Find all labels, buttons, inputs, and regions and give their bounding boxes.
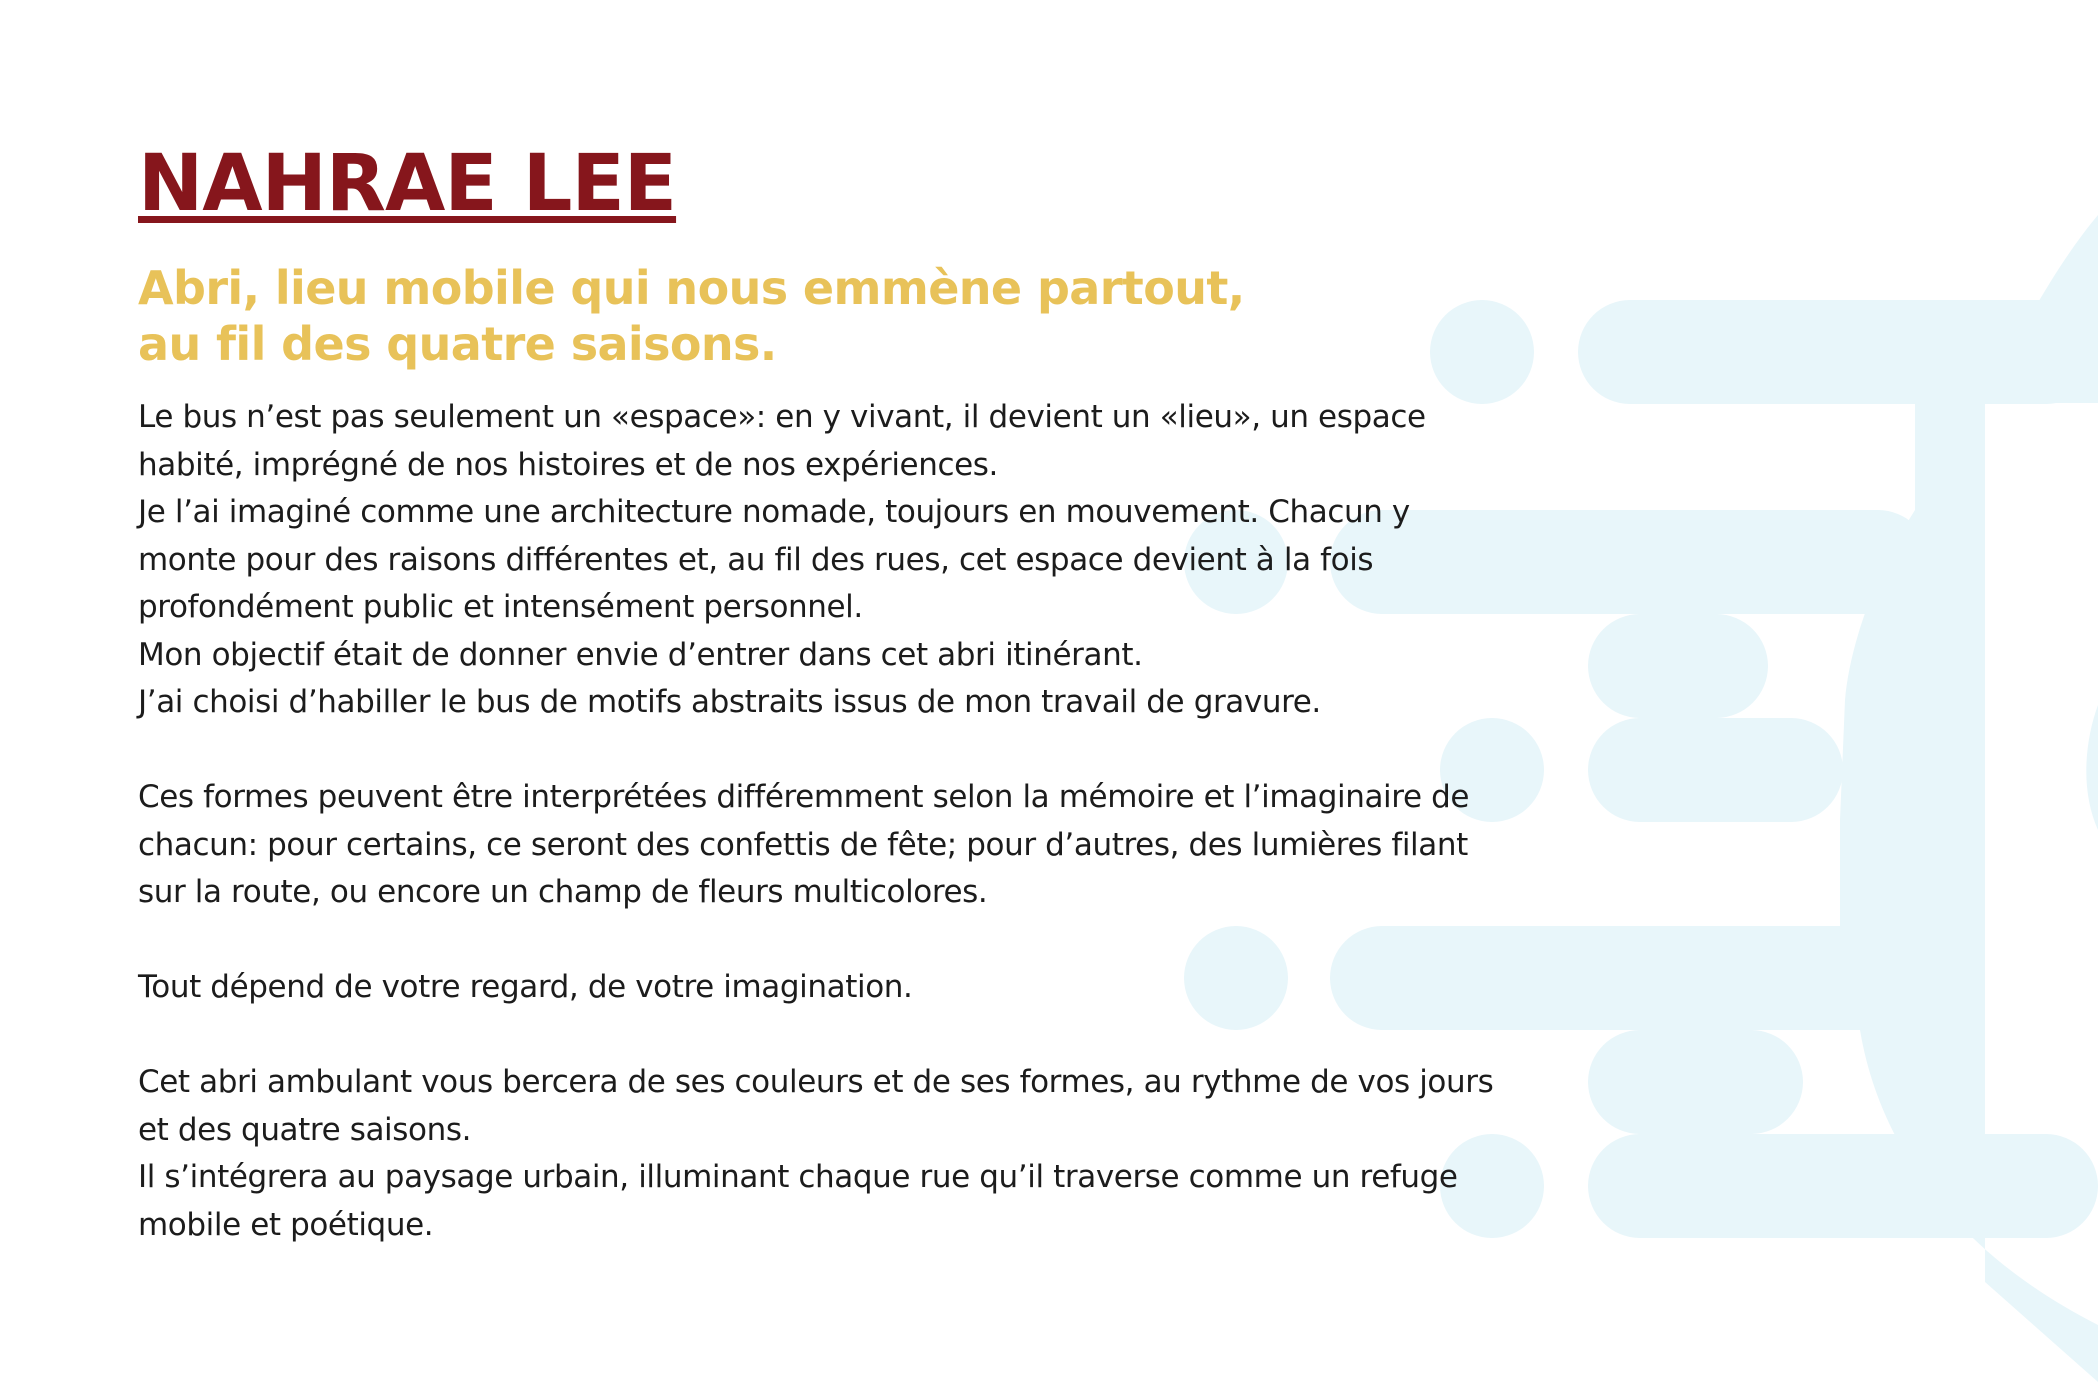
paragraph (138, 1059, 1578, 1249)
paragraph-line: profondément public et intensément personnel. (138, 589, 863, 625)
paragraph (138, 394, 1578, 727)
paragraph-line: Il s’intégrera au paysage urbain, illuminant chaque rue qu’il traverse comme un refuge (138, 1159, 1458, 1195)
paragraph-line: Mon objectif était de donner envie d’entrer dans cet abri itinérant. (138, 636, 1143, 673)
subtitle-line: au fil des quatre saisons. (138, 317, 777, 371)
background-bar-6 (1588, 1030, 1803, 1134)
paragraph-line: monte pour des raisons différentes et, au fil des rues, cet espace devient à la fois (138, 541, 1374, 578)
paragraph-line: chacun: pour certains, ce seront des confettis de fête; pour d’autres, des lumières filant (138, 826, 1468, 863)
background-right-curve (2086, 705, 2098, 830)
background-bar-1 (1578, 300, 2098, 404)
background-bar-3 (1588, 614, 1768, 718)
text-content (138, 138, 1578, 1249)
body-text (138, 394, 1578, 1249)
paragraph-line: sur la route, ou encore un champ de fleurs multicolores. (138, 874, 988, 910)
paragraph-gap (138, 1012, 1578, 1060)
paragraph (138, 964, 1578, 1012)
paragraph-line: Ces formes peuvent être interprétées différemment selon la mémoire et l’imaginaire de (138, 779, 1470, 815)
paragraph-gap (138, 917, 1578, 965)
paragraph-line: Le bus n’est pas seulement un «espace»: en y vivant, il devient un «lieu», un espace (138, 399, 1426, 435)
background-bar-4 (1588, 718, 1843, 822)
paragraph-gap (138, 727, 1578, 775)
paragraph-line: mobile et poétique. (138, 1206, 434, 1243)
author-name: NAHRAE LEE (138, 139, 677, 229)
paragraph-line: Tout dépend de votre regard, de votre imagination. (138, 969, 913, 1005)
paragraph-line: habité, imprégné de nos histoires et de nos expériences. (138, 446, 998, 483)
subtitle-line: Abri, lieu mobile qui nous emmène partout, (138, 261, 1245, 315)
paragraph-line: J’ai choisi d’habiller le bus de motifs abstraits issus de mon travail de gravure. (138, 684, 1321, 720)
paragraph-line: Je l’ai imaginé comme une architecture nomade, toujours en mouvement. Chacun y (138, 494, 1410, 530)
background-bar-7 (1588, 1134, 2098, 1238)
paragraph-line: et des quatre saisons. (138, 1111, 472, 1148)
paragraph-line: Cet abri ambulant vous bercera de ses couleurs et de ses formes, au rythme de vos jours (138, 1064, 1494, 1100)
paragraph (138, 774, 1578, 917)
subtitle (138, 260, 1418, 372)
